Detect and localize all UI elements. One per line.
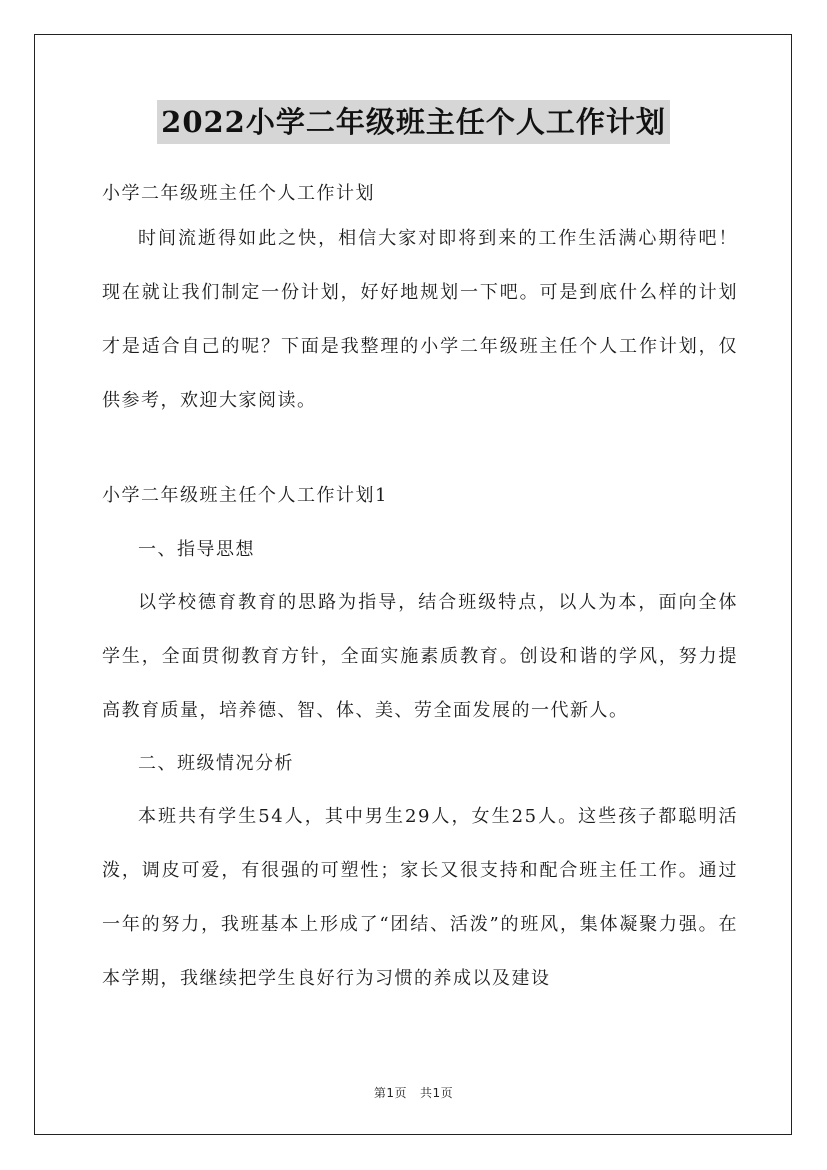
paragraph-class-analysis: 本班共有学生54人，其中男生29人，女生25人。这些孩子都聪明活泼，调皮可爱，有很强的可塑性；家长又很支持和配合班主任工作。通过一年的努力，我班基本上形成了“团结、活泼”的班风，集体凝聚力强。在本学期，我继续把学生良好行为习惯的养成以及建设 — [102, 806, 738, 989]
intro-paragraph: 时间流逝得如此之快，相信大家对即将到来的工作生活满心期待吧！现在就让我们制定一份计划，好好地规划一下吧。可是到底什么样的计划才是适合自己的呢？下面是我整理的小学二年级班主任个人工作计划，仅供参考，欢迎大家阅读。 — [102, 228, 738, 411]
page-total: 共1页 — [419, 1086, 454, 1100]
heading-class-analysis: 二、班级情况分析 — [138, 753, 294, 774]
document-title: 2022小学二年级班主任个人工作计划 — [157, 100, 670, 144]
page-footer — [0, 1084, 827, 1101]
section-title: 小学二年级班主任个人工作计划1 — [102, 485, 388, 506]
page-number: 第1页 — [373, 1086, 408, 1100]
document-subtitle: 小学二年级班主任个人工作计划 — [102, 183, 375, 204]
paragraph-guiding-ideology: 以学校德育教育的思路为指导，结合班级特点，以人为本，面向全体学生，全面贯彻教育方针，全面实施素质教育。创设和谐的学风，努力提高教育质量，培养德、智、体、美、劳全面发展的一代新人。 — [102, 592, 738, 721]
document-body — [102, 176, 738, 1006]
heading-guiding-ideology: 一、指导思想 — [138, 539, 255, 560]
title-container — [0, 100, 827, 144]
